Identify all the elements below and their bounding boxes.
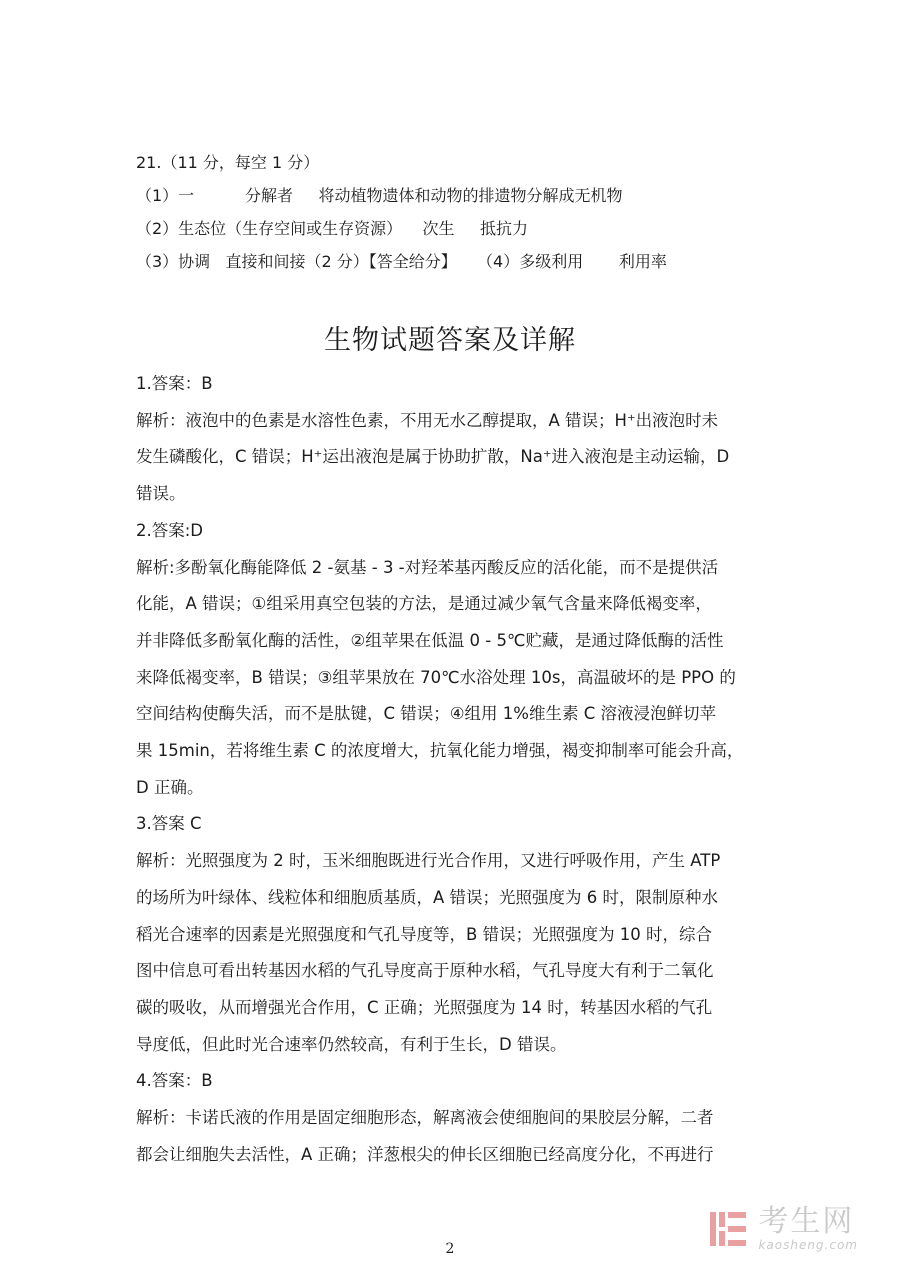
text-line: 碳的吸收，从而增强光合作用，C 正确；光照强度为 14 时，转基因水稻的气孔 (136, 997, 713, 1017)
text-line: 解析：光照强度为 2 时，玉米细胞既进行光合作用，又进行呼吸作用，产生 ATP (136, 851, 721, 871)
question-21-answer (136, 146, 772, 278)
watermark-name: 考生网 (758, 1204, 855, 1239)
text-line: 2.答案:D (136, 520, 204, 540)
text-line: 都会让细胞失去活性，A 正确；洋葱根尖的伸长区细胞已经高度分化，不再进行 (136, 1144, 714, 1164)
page-number: 2 (445, 1241, 455, 1257)
text-line: 4.答案：B (136, 1071, 213, 1091)
text-line: 解析：液泡中的色素是水溶性色素，不用无水乙醇提取，A 错误；H⁺出液泡时未 (136, 410, 719, 430)
page-title: 生物试题答案及详解 (324, 325, 576, 356)
text-line: D 正确。 (136, 777, 204, 797)
watermark-logo-icon (708, 1208, 750, 1250)
text-line: 空间结构使酶失活，而不是肽键，C 错误；④组用 1%维生素 C 溶液浸泡鲜切苹 (136, 704, 716, 724)
text-line: 化能，A 错误；①组采用真空包装的方法，是通过减少氧气含量来降低褐变率， (136, 594, 712, 614)
text-line: 3.答案 C (136, 814, 202, 834)
text-line: 导度低，但此时光合速率仍然较高，有利于生长，D 错误。 (136, 1034, 567, 1054)
text-line: 发生磷酸化，C 错误；H⁺运出液泡是属于协助扩散，Na⁺进入液泡是主动运输，D (136, 447, 730, 467)
text-line: 的场所为叶绿体、线粒体和细胞质基质，A 错误；光照强度为 6 时，限制原种水 (136, 887, 719, 907)
answer-body (136, 366, 772, 1173)
text-line: 解析:多酚氧化酶能降低 2 -氨基 - 3 -对羟苯基丙酸反应的活化能，而不是提供活 (136, 557, 719, 577)
q21-line-2: （2）生态位（生存空间或生存资源） 次生 抵抗力 (136, 219, 528, 238)
q21-heading: 21.（11 分，每空 1 分） (136, 153, 320, 172)
watermark (708, 1206, 858, 1252)
q21-line-1: （1）一 分解者 将动植物遗体和动物的排遗物分解成无机物 (136, 186, 623, 205)
text-line: 果 15min，若将维生素 C 的浓度增大，抗氧化能力增强，褐变抑制率可能会升高， (136, 741, 744, 761)
watermark-url: kaosheng.com (758, 1238, 858, 1252)
text-line: 错误。 (136, 484, 186, 504)
text-line: 来降低褐变率，B 错误；③组苹果放在 70℃水浴处理 10s，高温破坏的是 PPO 的 (136, 667, 736, 687)
text-line: 解析：卡诺氏液的作用是固定细胞形态，解离液会使细胞间的果胶层分解，二者 (136, 1108, 714, 1128)
text-line: 稻光合速率的因素是光照强度和气孔导度等，B 错误；光照强度为 10 时，综合 (136, 924, 713, 944)
text-line: 并非降低多酚氧化酶的活性，②组苹果在低温 0 - 5℃贮藏，是通过降低酶的活性 (136, 630, 724, 650)
text-line: 图中信息可看出转基因水稻的气孔导度高于原种水稻，气孔导度大有利于二氧化 (136, 961, 714, 981)
q21-line-3: （3）协调 直接和间接（2 分）【答全给分】 （4）多级利用 利用率 (136, 252, 667, 271)
text-line: 1.答案：B (136, 374, 213, 393)
